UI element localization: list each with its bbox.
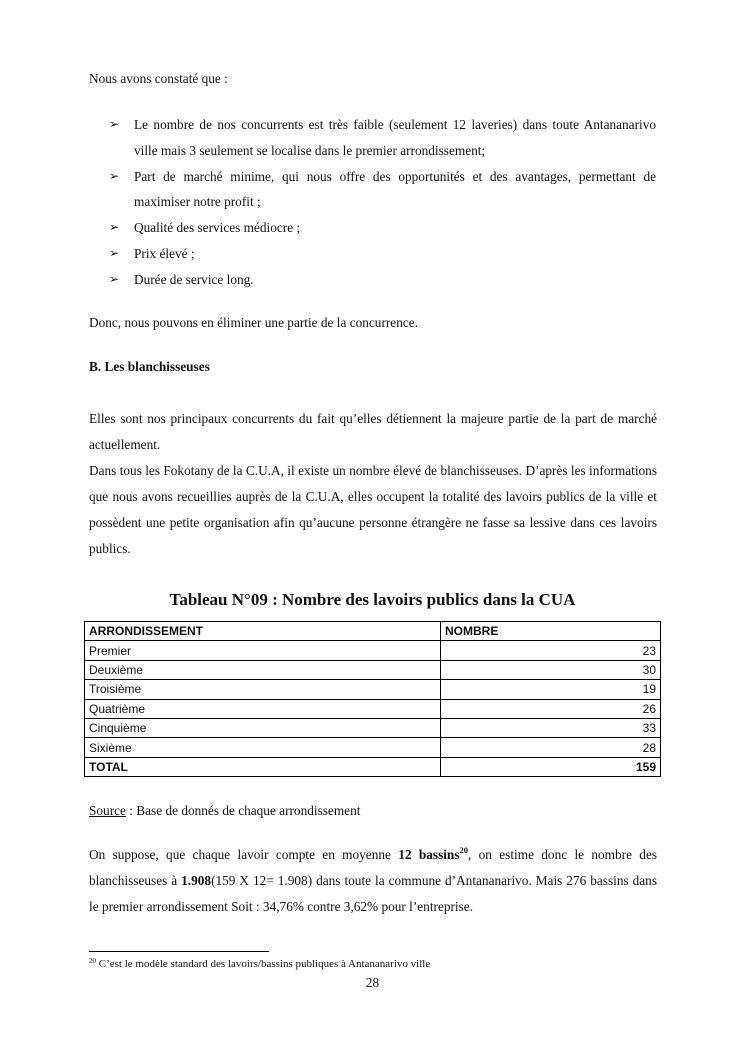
total-emphasis: 1.908 [181, 873, 212, 888]
arrondissement-cell: Troisième [85, 680, 441, 699]
total-label-cell: TOTAL [85, 757, 441, 776]
arrondissement-cell: Deuxième [85, 660, 441, 679]
column-header-arrondissement: ARRONDISSEMENT [85, 622, 441, 641]
arrow-bullet-icon: ➢ [109, 168, 120, 183]
table-row [85, 738, 661, 757]
footnote-number: 20 [89, 957, 96, 965]
findings-list [109, 112, 656, 293]
table-row [85, 699, 661, 718]
footnote [89, 957, 430, 971]
source-label: Source [89, 803, 126, 818]
page-number: 28 [365, 975, 380, 990]
nombre-cell: 26 [441, 699, 661, 718]
paragraph-fokotany: Dans tous les Fokotany de la C.U.A, il existe un nombre élevé de blanchisseuses. D’après les informations que nous avons recueillies auprès de la C.U.A, elles occupent la totalité des lavoirs publics de la ville et possèdent une petite organisation afin qu’aucune personne étrangère ne fasse sa lessive dans ces lavoirs publics. [89, 463, 657, 556]
column-header-nombre: NOMBRE [441, 622, 661, 641]
source-text: : Base de donnés de chaque arrondissement [125, 803, 361, 818]
list-item: ➢ Qualité des services médiocre ; [109, 215, 656, 241]
nombre-cell: 33 [441, 718, 661, 737]
footnote-divider [89, 951, 269, 952]
arrondissement-cell: Sixième [85, 738, 441, 757]
list-item: ➢ Le nombre de nos concurrents est très faible (seulement 12 laveries) dans toute Antananarivo ville mais 3 seulement se localise dans le premier arrondissement; [109, 112, 656, 164]
list-item: ➢ Part de marché minime, qui nous offre des opportunités et des avantages, permettant de maximiser notre profit ; [109, 164, 656, 216]
paragraph-estimate: On suppose, que chaque lavoir compte en moyenne 12 bassins$^{20}$, on estime donc le nombre des blanchisseuses à 1.908(159 X 12= 1.908) dans toute la commune d’Antananarivo. Mais 276 bassins dans le premier arrondissement Soit : 34,76% contre 3,62% pour l’entreprise. [89, 845, 658, 914]
nombre-cell: 19 [441, 680, 661, 699]
bassins-emphasis: 12 bassins [398, 847, 460, 862]
arrow-bullet-icon: ➢ [109, 271, 120, 286]
nombre-cell: 23 [441, 641, 661, 660]
footnote-reference: 20 [459, 845, 469, 855]
list-item: ➢ Durée de service long. [109, 267, 656, 293]
section-heading: B. Les blanchisseuses [89, 359, 210, 374]
arrow-bullet-icon: ➢ [109, 220, 120, 235]
nombre-cell: 28 [441, 738, 661, 757]
conclusion-text: Donc, nous pouvons en éliminer une partie de la concurrence. [89, 315, 418, 330]
table-row [85, 660, 661, 679]
table-total-row [85, 757, 661, 776]
arrondissement-cell: Quatrième [85, 699, 441, 718]
table-header-row [85, 622, 661, 641]
arrow-bullet-icon: ➢ [109, 117, 120, 131]
table-row [85, 680, 661, 699]
arrondissement-cell: Cinquième [85, 718, 441, 737]
table-title: Tableau N°09 : Nombre des lavoirs publics dans la CUA [169, 590, 576, 609]
table-source [89, 798, 360, 824]
paragraph-main-competitors: Elles sont nos principaux concurrents du fait qu’elles détiennent la majeure partie de la part de marché actuellement. [89, 411, 657, 452]
nombre-cell: 30 [441, 660, 661, 679]
table-row [85, 718, 661, 737]
table-row [85, 641, 661, 660]
arrow-bullet-icon: ➢ [109, 245, 120, 260]
arrondissement-cell: Premier [85, 641, 441, 660]
intro-text: Nous avons constaté que : [89, 71, 228, 86]
list-item: ➢ Prix élevé ; [109, 241, 656, 267]
lavoirs-table [84, 621, 661, 777]
footnote-text: C’est le modèle standard des lavoirs/bassins publiques à Antananarivo ville [96, 958, 431, 970]
total-value-cell: 159 [441, 757, 661, 776]
